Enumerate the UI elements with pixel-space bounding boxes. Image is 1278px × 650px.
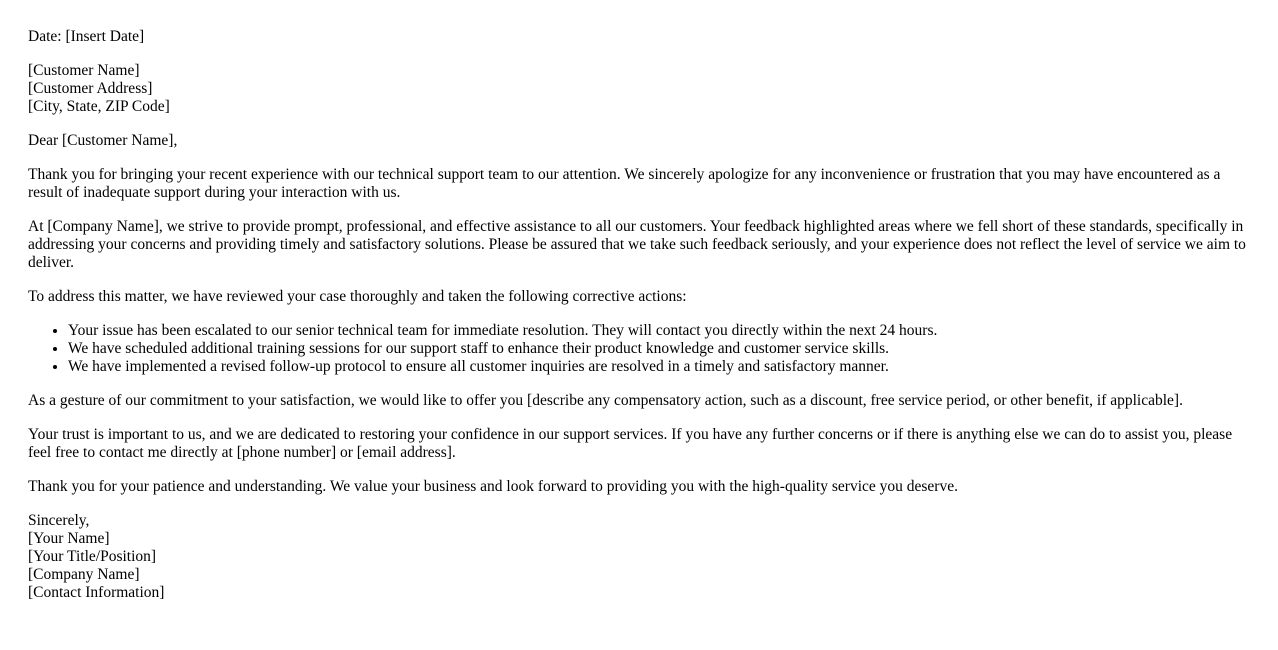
closing-thanks-paragraph: Thank you for your patience and understanding. We value your business and look forward to providing you with the high-quality service you deserve. bbox=[28, 478, 958, 495]
signer-company: [Company Name] bbox=[28, 566, 140, 583]
letter bbox=[28, 28, 1250, 618]
recipient-city-state-zip: [City, State, ZIP Code] bbox=[28, 98, 170, 115]
valediction: Sincerely, bbox=[28, 512, 90, 529]
salutation bbox=[28, 132, 1250, 150]
signer-title: [Your Title/Position] bbox=[28, 548, 157, 565]
gesture-paragraph: As a gesture of our commitment to your satisfaction, we would like to offer you [describe any compensatory action, such as a discount, free service period, or other benefit, if applicable]. bbox=[28, 392, 1183, 409]
signer-contact: [Contact Information] bbox=[28, 584, 165, 601]
list-item: • We have implemented a revised follow-up protocol to ensure all customer inquiries are resolved in a timely and satisfactory manner. bbox=[68, 358, 1250, 376]
salutation-text: Dear [Customer Name], bbox=[28, 132, 178, 149]
recipient-address-block bbox=[28, 62, 1250, 116]
list-item: • Your issue has been escalated to our senior technical team for immediate resolution. They will contact you directly within the next 24 hours. bbox=[68, 322, 1250, 340]
list-item: • We have scheduled additional training sessions for our support staff to enhance their product knowledge and customer service skills. bbox=[68, 340, 1250, 358]
actions-intro-paragraph: To address this matter, we have reviewed your case thoroughly and taken the following corrective actions: bbox=[28, 288, 687, 305]
recipient-address: [Customer Address] bbox=[28, 80, 153, 97]
date-block bbox=[28, 28, 1250, 46]
corrective-actions-list bbox=[28, 322, 1250, 376]
intro-paragraph: Thank you for bringing your recent experience with our technical support team to our attention. We sincerely apologize for any inconvenience or frustration that you may have encountered as a result of inadequate support during your interaction with us. bbox=[28, 166, 1221, 201]
signer-name: [Your Name] bbox=[28, 530, 110, 547]
signature-block bbox=[28, 512, 1250, 602]
standards-paragraph: At [Company Name], we strive to provide prompt, professional, and effective assistance to all our customers. Your feedback highlighted areas where we fell short of these standards, specifically in addressing your concerns and providing timely and satisfactory solutions. Please be assured that we take such feedback seriously, and your experience does not reflect the level of service we aim to deliver. bbox=[28, 218, 1246, 271]
trust-paragraph: Your trust is important to us, and we are dedicated to restoring your confidence in our support services. If you have any further concerns or if there is anything else we can do to assist you, please feel free to contact me directly at [phone number] or [email address]. bbox=[28, 426, 1233, 461]
date-line: Date: [Insert Date] bbox=[28, 28, 145, 45]
recipient-name: [Customer Name] bbox=[28, 62, 140, 79]
